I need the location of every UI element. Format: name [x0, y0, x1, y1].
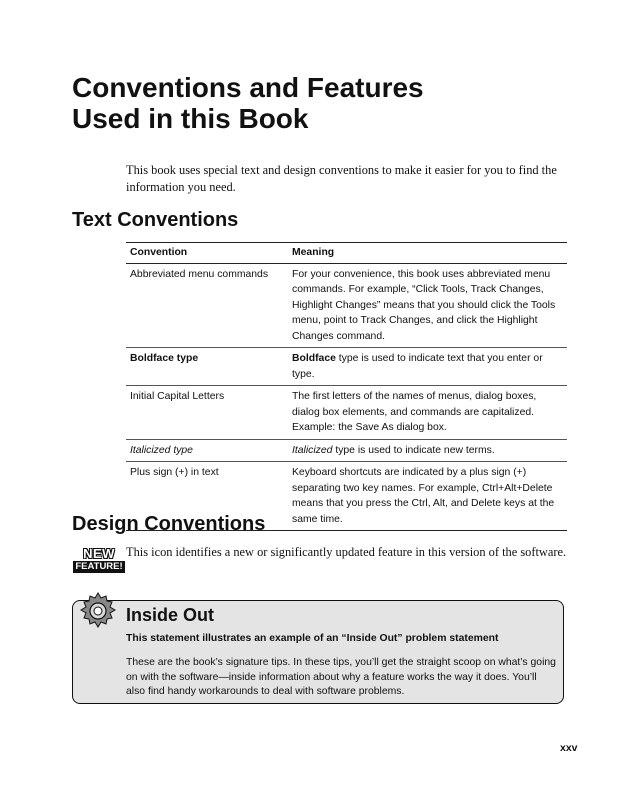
new-feature-icon-line-2: FEATURE!: [75, 561, 123, 572]
meaning-lead: Italicized: [292, 444, 333, 456]
column-header-convention: Convention: [130, 247, 188, 258]
meaning-rest: type is used to indicate text that you enter or type.: [292, 353, 543, 380]
meaning-cell: The first letters of the names of menus, dialog boxes, dialog box elements, and commands are capitalized. Example: the Save As dialog box.: [292, 391, 537, 433]
table-row: [126, 264, 567, 349]
table-row: [126, 386, 567, 440]
new-feature-icon-line-1: NEW: [83, 546, 115, 561]
column-header-meaning: Meaning: [292, 247, 335, 258]
page-title-line-2: Used in this Book: [72, 103, 309, 134]
meaning-cell: Keyboard shortcuts are indicated by a plus sign (+) separating two key names. For example, Ctrl+Alt+Delete means that you press the Ctrl, Alt, and Delete keys at the same time.: [292, 467, 555, 525]
convention-cell: Boldface type: [130, 353, 199, 364]
convention-cell: Initial Capital Letters: [130, 391, 225, 402]
design-conventions-heading: Design Conventions: [72, 513, 266, 535]
convention-cell: Abbreviated menu commands: [130, 268, 269, 280]
meaning-lead: Boldface: [292, 353, 336, 364]
convention-cell: Italicized type: [130, 444, 193, 456]
page-number: xxv: [560, 742, 578, 754]
new-feature-description: This icon identifies a new or significantly updated feature in this version of the software.: [126, 545, 567, 559]
meaning-rest: type is used to indicate new terms.: [332, 444, 495, 456]
meaning-cell: [288, 440, 567, 462]
convention-cell: Plus sign (+) in text: [130, 467, 219, 478]
meaning-cell: For your convenience, this book uses abbreviated menu commands. For example, “Click Tools, Track Changes, Highlight Changes” means that you should click the Tools menu, point to Track Changes, and click the Highlight Changes command.: [292, 268, 556, 342]
inside-out-title: Inside Out: [126, 605, 215, 625]
new-feature-icon: [75, 545, 123, 575]
meaning-cell: [288, 348, 567, 385]
intro-paragraph: This book uses special text and design conventions to make it easier for you to find the information you need.: [126, 163, 557, 194]
text-conventions-heading: Text Conventions: [72, 209, 239, 231]
table-row: [126, 348, 567, 386]
inside-out-subtitle: This statement illustrates an example of an “Inside Out” problem statement: [126, 633, 499, 644]
page-title-line-1: Conventions and Features: [72, 72, 424, 103]
table-row: [126, 440, 567, 463]
inside-out-body: These are the book’s signature tips. In these tips, you’ll get the straight scoop on what’s going on with the software—inside information about why a feature works the way it does. You’ll also find handy workarounds to deal with software problems.: [126, 657, 556, 697]
conventions-table: [126, 242, 567, 531]
page-title: [72, 72, 572, 134]
gear-icon: [78, 591, 118, 631]
table-header: [126, 243, 567, 264]
